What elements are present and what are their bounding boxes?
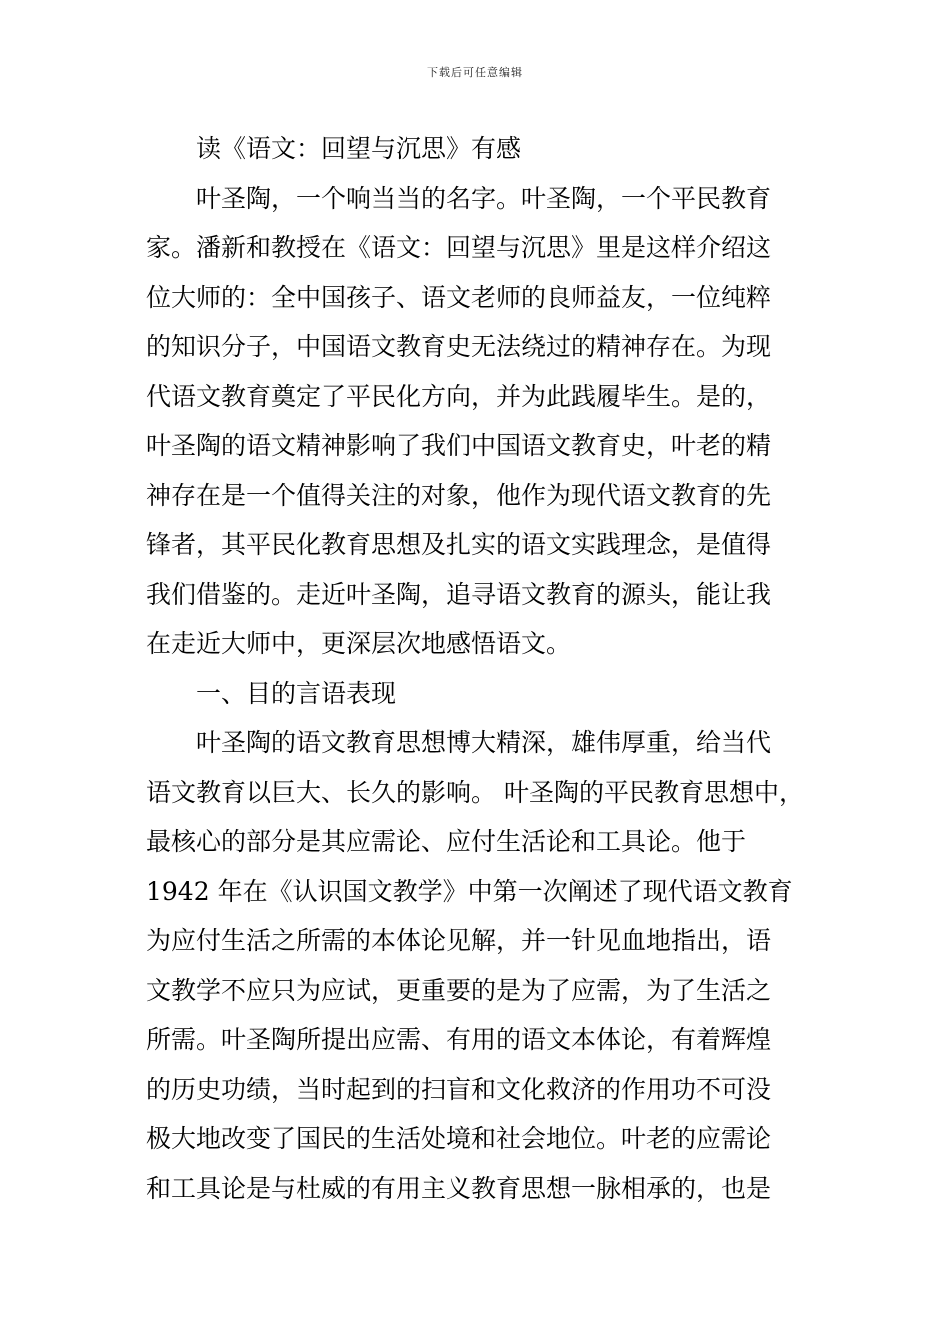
text-line: 语文教育以巨大、长久的影响。 叶圣陶的平民教育思想中， [146, 777, 804, 807]
paragraph-lines [146, 174, 810, 1214]
text-line: 的历史功绩，当时起到的扫盲和文化救济的作用功不可没 [146, 1074, 772, 1104]
text-line: 我们借鉴的。走近叶圣陶，追寻语文教育的源头，能让我 [146, 579, 772, 609]
text-line: 神存在是一个值得关注的对象，他作为现代语文教育的先 [146, 480, 772, 510]
text-line: 锋者，其平民化教育思想及扎实的语文实践理念，是值得 [146, 530, 772, 559]
text-line: 所需。叶圣陶所提出应需、有用的语文本体论，有着辉煌 [146, 1025, 772, 1054]
text-line: 最核心的部分是其应需论、应付生活论和工具论。他于 [146, 827, 747, 856]
text-line: 叶圣陶的语文精神影响了我们中国语文教育史，叶老的精 [146, 431, 772, 460]
document-title: 读《语文：回望与沉思》有感 [196, 134, 522, 163]
text-line: 的知识分子，中国语文教育史无法绕过的精神存在。为现 [146, 332, 772, 361]
text-line: 和工具论是与杜威的有用主义教育思想一脉相承的，也是 [146, 1173, 772, 1203]
page-header: 下载后可任意编辑 [427, 66, 523, 79]
text-line: 为应付生活之所需的本体论见解，并一针见血地指出，语 [146, 926, 772, 955]
text-line: 家。潘新和教授在《语文：回望与沉思》里是这样介绍这 [146, 233, 772, 262]
text-line: 位大师的：全中国孩子、语文老师的良师益友，一位纯粹 [146, 282, 772, 312]
text-line: 1942 年在《认识国文教学》中第一次阐述了现代语文教育 [146, 876, 793, 906]
text-line: 叶圣陶，一个响当当的名字。叶圣陶，一个平民教育 [196, 183, 772, 213]
text-line: 在走近大师中，更深层次地感悟语文。 [146, 629, 572, 658]
text-line: 极大地改变了国民的生活处境和社会地位。叶老的应需论 [146, 1124, 772, 1153]
text-line: 代语文教育奠定了平民化方向，并为此践履毕生。是的， [146, 381, 772, 411]
text-line: 叶圣陶的语文教育思想博大精深，雄伟厚重，给当代 [196, 728, 772, 757]
text-line: 一、目的言语表现 [196, 678, 397, 708]
document-body [146, 124, 810, 1213]
text-line: 文教学不应只为应试，更重要的是为了应需，为了生活之 [146, 975, 772, 1005]
